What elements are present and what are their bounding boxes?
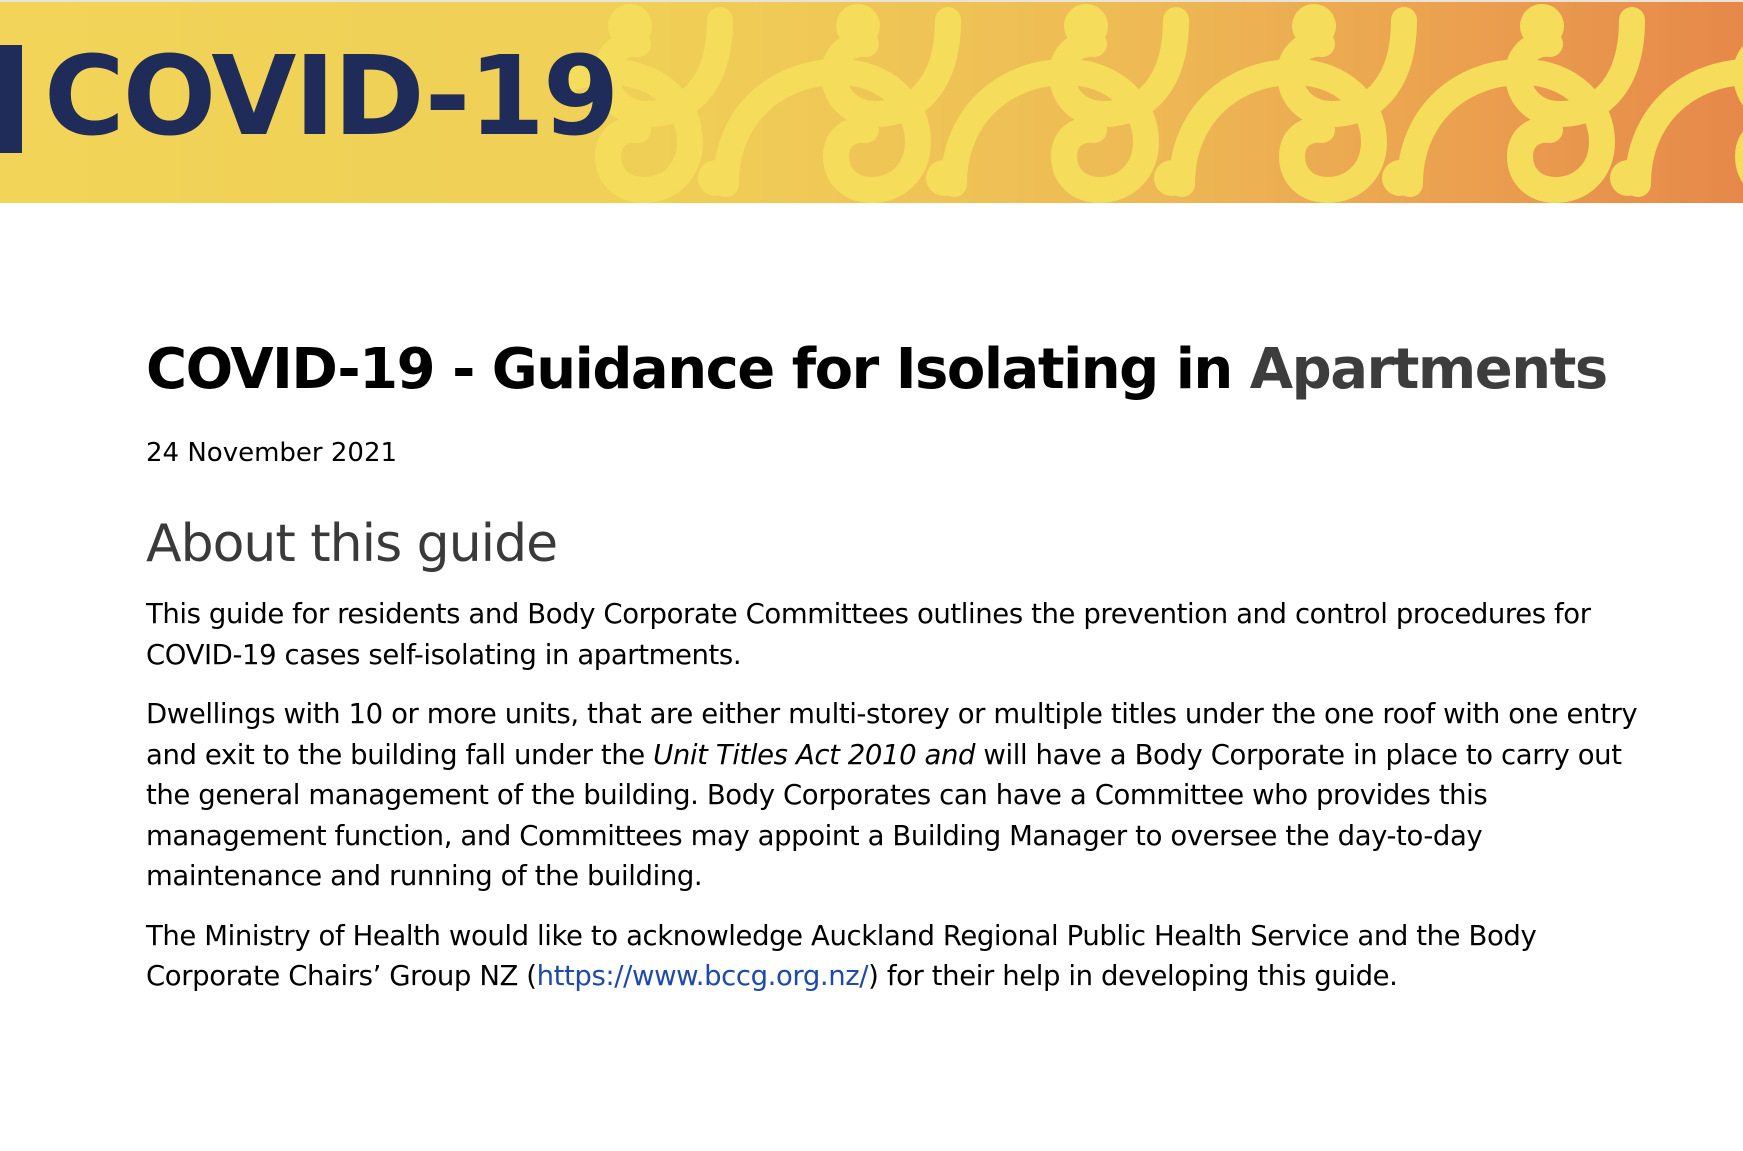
document-body: [146, 330, 1646, 997]
about-paragraph-2: [146, 694, 1646, 897]
banner-accent-bar: [0, 45, 22, 153]
about-paragraph-1: This guide for residents and Body Corporate Committees outlines the prevention and control procedures for COVID-19 cases self-isolating in apartments.: [146, 598, 1591, 671]
about-paragraph-3-text-b: ) for their help in developing this guide.: [868, 960, 1398, 992]
page-title-end: Apartments: [1249, 337, 1607, 402]
page-title-main: COVID-19 - Guidance for Isolating in: [146, 337, 1250, 402]
bccg-link[interactable]: https://www.bccg.org.nz/: [536, 960, 869, 992]
publication-date: 24 November 2021: [146, 438, 398, 468]
koru-pattern: [560, 2, 1743, 203]
section-heading-about: About this guide: [146, 514, 558, 574]
about-paragraph-2-text-a: Dwellings with 10 or more units, that are either multi-storey or multiple titles under the one roof with one entry and exit to the building fall under the: [146, 698, 1638, 771]
page-title: [146, 330, 1646, 410]
about-paragraph-2-text-b: will have a Body Corporate in place to carry out the general management of the building. Body Corporates can have a Committee who provides this management function, and Committees may appoint a Building Manager to oversee the day-to-day maintenance and running of the building.: [146, 738, 1622, 892]
banner-title: COVID-19: [44, 32, 618, 160]
act-name: Unit Titles Act 2010 and: [653, 738, 976, 771]
about-paragraph-3: [146, 916, 1646, 997]
about-paragraph-3-text-a: The Ministry of Health would like to acknowledge Auckland Regional Public Health Service and the Body Corporate Chairs’ Group NZ (: [146, 919, 1537, 992]
covid-banner: [0, 0, 1743, 203]
